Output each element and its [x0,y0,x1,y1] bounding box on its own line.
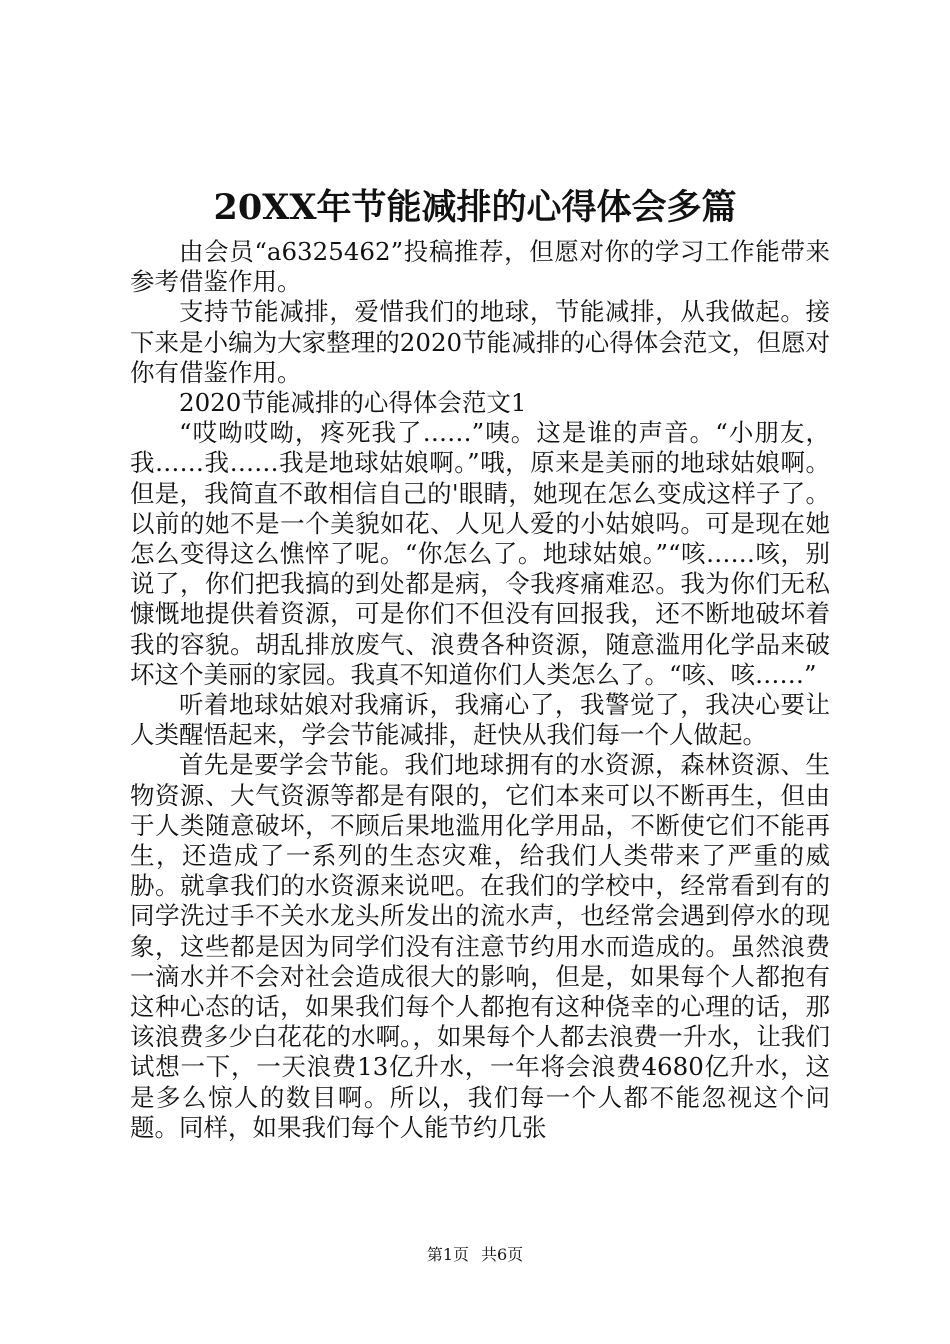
paragraph-intro: 由会员“a6325462”投稿推荐，但愿对你的学习工作能带来参考借鉴作用。 [130,237,830,297]
page-number: 第1页 [426,1245,469,1264]
paragraph-earth-dialogue: “哎呦哎呦，疼死我了……”咦。这是谁的声音。“小朋友，我……我……我是地球姑娘啊。”哦，原来是美丽的地球姑娘啊。但是，我简直不敢相信自己的'眼睛，她现在怎么变成这样子了。以前的她不是一个美貌如花、人见人爱的小姑娘吗。可是现在她怎么变得这么憔悴了呢。“你怎么了。地球姑娘。”“咳……咳，别说了，你们把我搞的到处都是病，令我疼痛难忍。我为你们无私慷慨地提供着资源，可是你们不但没有回报我，还不断地破坏着我的容貌。胡乱排放废气、浪费各种资源，随意滥用化学品来破坏这个美丽的家园。我真不知道你们人类怎么了。“咳、咳……” [130,418,830,689]
paragraph-save-energy: 首先是要学会节能。我们地球拥有的水资源，森林资源、生物资源、大气资源等都是有限的，它们本来可以不断再生，但由于人类随意破坏，不顾后果地滥用化学用品，不断使它们不能再生，还造成了一系列的生态灾难，给我们人类带来了严重的威胁。就拿我们的水资源来说吧。在我们的学校中，经常看到有的同学洗过手不关水龙头所发出的流水声，也经常会遇到停水的现象，这些都是因为同学们没有注意节约用水而造成的。虽然浪费一滴水并不会对社会造成很大的影响，但是，如果每个人都抱有这种心态的话，如果我们每个人都抱有这种侥幸的心理的话，那该浪费多少白花花的水啊。，如果每个人都去浪费一升水，让我们试想一下，一天浪费13亿升水，一年将会浪费4680亿升水，这是多么惊人的数目啊。所以，我们每一个人都不能忽视这个问题。同样，如果我们每个人能节约几张 [130,750,830,1142]
section-heading: 2020节能减排的心得体会范文1 [179,388,527,418]
paragraph-support: 支持节能减排，爱惜我们的地球，节能减排，从我做起。接下来是小编为大家整理的2020节能减排的心得体会范文，但愿对你有借鉴作用。 [130,297,830,387]
page-footer [0,1244,950,1266]
document-body [130,237,830,1143]
page-total: 共6页 [481,1245,524,1264]
paragraph-resolution: 听着地球姑娘对我痛诉，我痛心了，我警觉了，我决心要让人类醒悟起来，学会节能减排，赶快从我们每一个人做起。 [130,690,830,750]
document-title: 20XX年节能减排的心得体会多篇 [213,187,737,228]
